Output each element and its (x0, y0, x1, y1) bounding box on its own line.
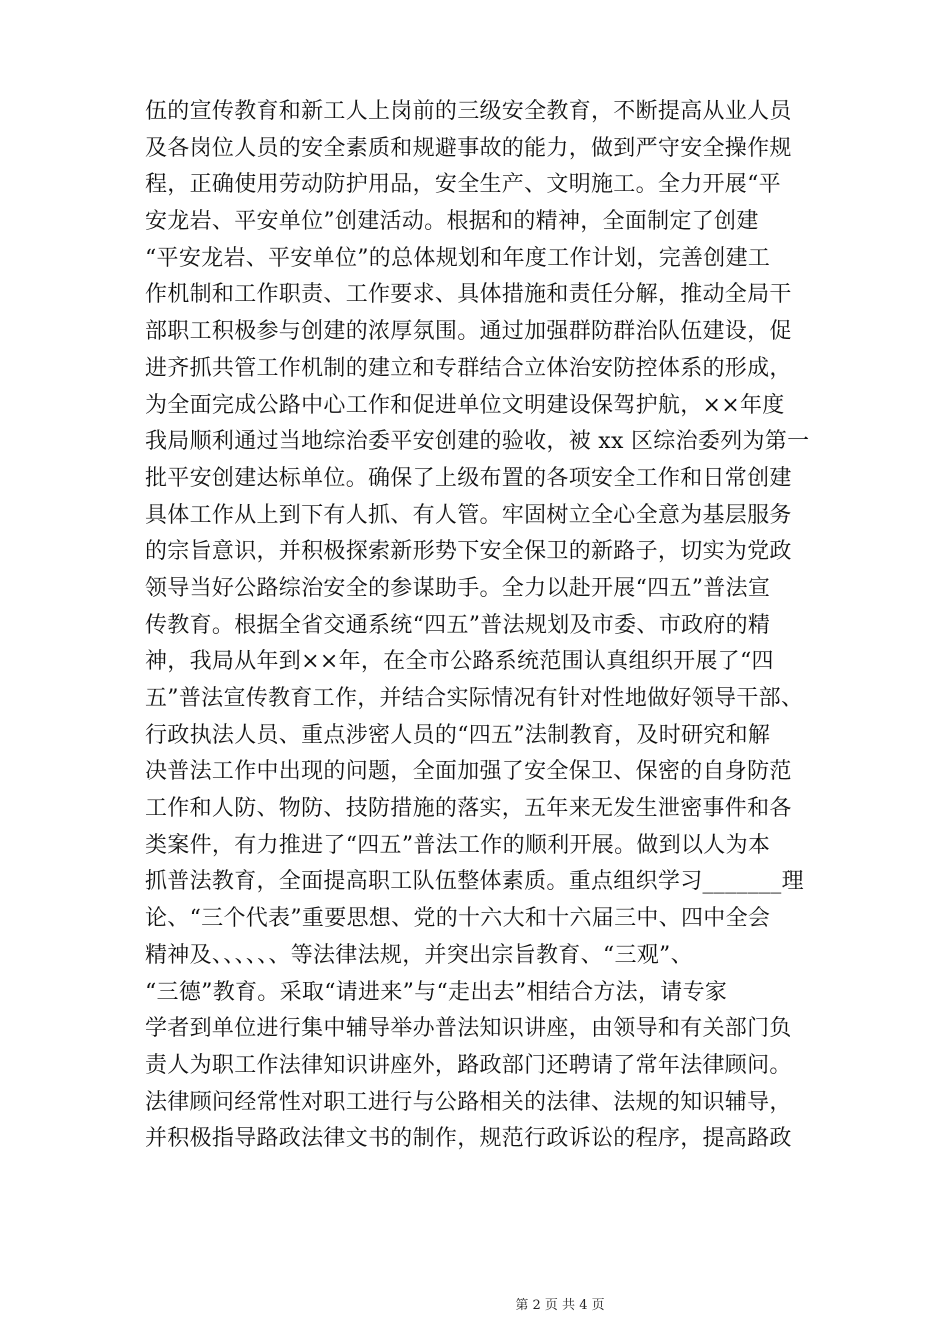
text-line: 及各岗位人员的安全素质和规避事故的能力，做到严守安全操作规 (145, 135, 792, 161)
text-line: 精神及、、、、、、等法律法规，并突出宗旨教育、“三观”、 (145, 942, 693, 968)
text-line: 行政执法人员、重点涉密人员的“四五”法制教育，及时研究和解 (145, 722, 771, 748)
text-line: 的宗旨意识，并积极探索新形势下安全保卫的新路子，切实为党政 (145, 539, 792, 565)
text-line: 论、“三个代表”重要思想、党的十六大和十六届三中、四中全会 (145, 906, 771, 932)
text-line: 具体工作从上到下有人抓、有人管。牢固树立全心全意为基层服务 (145, 502, 792, 528)
text-line: 五”普法宣传教育工作，并结合实际情况有针对性地做好领导干部、 (145, 686, 804, 711)
text-line: 我局顺利通过当地综治委平安创建的验收，被 xx 区综治委列为第一 (145, 429, 810, 455)
text-line: 程，正确使用劳动防护用品，安全生产、文明施工。全力开展“平 (145, 172, 781, 198)
text-line: “平安龙岩、平安单位”的总体规划和年度工作计划，完善创建工 (145, 245, 771, 271)
text-line: 并积极指导路政法律文书的制作，规范行政诉讼的程序，提高路政 (145, 1126, 792, 1152)
text-line: 批平安创建达标单位。确保了上级布置的各项安全工作和日常创建 (145, 465, 792, 491)
text-line: 作机制和工作职责、工作要求、具体措施和责任分解，推动全局干 (145, 282, 792, 308)
text-line: 抓普法教育，全面提高职工队伍整体素质。重点组织学习_______理 (145, 869, 804, 895)
text-line: 进齐抓共管工作机制的建立和专群结合立体治安防控体系的形成， (145, 355, 792, 381)
text-line: 类案件，有力推进了“四五”普法工作的顺利开展。做到以人为本 (145, 832, 771, 858)
text-line: 传教育。根据全省交通系统“四五”普法规划及市委、市政府的精 (145, 612, 771, 638)
text-line: 领导当好公路综治安全的参谋助手。全力以赴开展“四五”普法宣 (145, 575, 771, 601)
text-line: 决普法工作中出现的问题，全面加强了安全保卫、保密的自身防范 (145, 759, 792, 785)
text-line: “三德”教育。采取“请进来”与“走出去”相结合方法，请专家 (145, 979, 728, 1005)
text-line: 伍的宣传教育和新工人上岗前的三级安全教育，不断提高从业人员 (145, 99, 792, 124)
text-line: 法律顾问经常性对职工进行与公路相关的法律、法规的知识辅导， (145, 1089, 792, 1115)
text-line: 责人为职工作法律知识讲座外，路政部门还聘请了常年法律顾问。 (145, 1052, 792, 1078)
page-number-footer: 第 2 页 共 4 页 (515, 1298, 605, 1313)
body-paragraph (145, 94, 825, 1158)
text-line: 神，我局从年到××年，在全市公路系统范围认真组织开展了“四 (145, 649, 774, 675)
text-line: 安龙岩、平安单位”创建活动。根据和的精神，全面制定了创建 (145, 209, 759, 235)
text-line: 为全面完成公路中心工作和促进单位文明建设保驾护航，××年度 (145, 392, 785, 418)
text-line: 工作和人防、物防、技防措施的落实，五年来无发生泄密事件和各 (145, 796, 792, 822)
text-line: 部职工积极参与创建的浓厚氛围。通过加强群防群治队伍建设，促 (145, 319, 792, 345)
text-line: 学者到单位进行集中辅导举办普法知识讲座，由领导和有关部门负 (145, 1016, 792, 1042)
